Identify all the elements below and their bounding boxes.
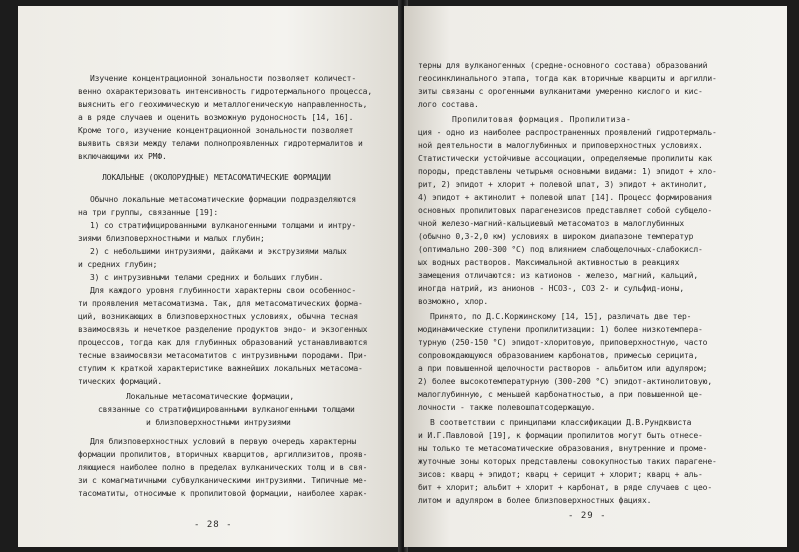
text-line: зисов: кварц + эпидот; кварц + серицит + хлорит; кварц + аль- (418, 470, 703, 479)
text-line: Для каждого уровня глубинности характерны свои особеннос- (90, 286, 356, 295)
text-line: модинамические ступени пропилитизации: 1) более низкотемпера- (418, 325, 703, 334)
text-line: Принято, по Д.С.Коржинскому [14, 15], различать две тер- (430, 312, 692, 321)
text-line: а при повышенной щелочности растворов - альбитом или адуляром; (418, 364, 708, 373)
text-line: ны только те метасоматические образования, внутренние и проме- (418, 444, 708, 453)
text-line: лочности - также полевошпатсодержащую. (418, 403, 596, 412)
text-line: геосинклинального этапа, тогда как вторичные кварциты и аргилли- (418, 74, 717, 83)
text-line: малоглубинную, с меньшей карбонатностью, а при повышенной ще- (418, 390, 703, 399)
text-line: венно охарактеризовать интенсивность гидротермального процесса, (78, 87, 372, 96)
text-line: 3) с интрузивными телами средних и больших глубин. (90, 273, 324, 282)
text-line: лого состава. (418, 100, 479, 109)
text-line: (оптимально 200-300 °С) под влиянием слабощелочных-слабокисл- (418, 245, 703, 254)
text-line: чной железо-магний-кальциевый метасоматоз в малоглубинных (418, 219, 684, 228)
text-line: рит, 2) эпидот + хлорит + полевой шпат, 3) эпидот + актинолит, (418, 180, 708, 189)
text-line: выяснить его геохимическую и металлогеническую направленность, (78, 100, 368, 109)
text-line: зи с комагматичными субвулканическими интрузиями. Типичные ме- (78, 476, 368, 485)
text-line: процессов, тогда как для глубинных образований устанавливаются (78, 338, 368, 347)
text-line: литом и адуляром в более близповерхностных фациях. (418, 496, 652, 505)
text-line: тических формаций. (78, 377, 162, 386)
text-line: зиями близповерхностными и малых глубин; (78, 234, 265, 243)
text-line: формации пропилитов, вторичных кварцитов, аргиллизитов, прояв- (78, 450, 368, 459)
right-page (404, 6, 787, 547)
text-line: ти проявления метасоматизма. Так, для метасоматических форма- (78, 299, 363, 308)
text-line: включающими их РМФ. (78, 152, 167, 161)
text-line: В соответствии с принципами классификации Д.В.Рундквиста (430, 418, 692, 427)
text-line: ступим к краткой характеристике важнейших локальных метасома- (78, 364, 363, 373)
text-line: 2) более высокотемпературную (300-200 °С) эпидот-актинолитовую, (418, 377, 712, 386)
text-line: 1) со стратифицированными вулканогенными толщами и интру- (90, 221, 356, 230)
text-line: породы, представлены четырьмя основными видами: 1) эпидот + хло- (418, 167, 717, 176)
text-line: ций, возникающих в близповерхностных условиях, обычна тесная (78, 312, 358, 321)
text-line: Изучение концентрационной зональности позволяет количест- (90, 74, 356, 83)
text-line: а в ряде случаев и оценить возможную рудоносность [14, 16]. (78, 113, 354, 122)
text-line: и И.Г.Павловой [19], к формации пропилитов могут быть отнесе- (418, 431, 703, 440)
text-line: возможно, хлор. (418, 297, 488, 306)
text-line: турную (250-150 °С) эпидот-хлоритовую, приповерхностную, часто (418, 338, 708, 347)
text-line: тасоматиты, относимые к пропилитовой формации, наиболее харак- (78, 489, 368, 498)
text-line: взаимосвязь и нечеткое разделение продуктов эндо- и экзогенных (78, 325, 368, 334)
text-line: сопровождающуюся образованием карбонатов, примесью серицита, (418, 351, 698, 360)
text-line: (обычно 0,3-2,0 км) условиях в широком диапазоне температур (418, 232, 694, 241)
subsection-heading: связанные со стратифицированными вулканогенными толщами (98, 405, 355, 414)
section-heading: Пропилитовая формация. Пропилитиза- (452, 115, 632, 124)
text-line: ляющиеся наиболее полно в пределах вулканических толщ и в свя- (78, 463, 368, 472)
text-line: зиты связаны с орогенными вулканитами умеренно кислого и кис- (418, 87, 703, 96)
text-line: 4) эпидот + актинолит + полевой шпат [14]. Процесс формирования (418, 193, 712, 202)
text-line: Для близповерхностных условий в первую очередь характерны (90, 437, 356, 446)
text-line: Обычно локальные метасоматические формации подразделяются (90, 195, 356, 204)
text-line: ной деятельности в малоглубинных и приповерхностных условиях. (418, 141, 703, 150)
section-heading: ЛОКАЛЬНЫЕ (ОКОЛОРУДНЫЕ) МЕТАСОМАТИЧЕСКИЕ ФОРМАЦИИ (102, 173, 331, 182)
page-number: - 29 - (568, 511, 607, 521)
text-line: на три группы, связанные [19]: (78, 208, 218, 217)
text-line: иногда натрий, из анионов - HCO3-, CO3 2- и сульфид-ионы, (418, 284, 684, 293)
text-line: выявить связи между телами полнопроявленных гидротермалитов и (78, 139, 363, 148)
text-line: терны для вулканогенных (средне-основного состава) образований (418, 61, 708, 70)
text-line: жуточные зоны которых представлены совокупностью таких парагене- (418, 457, 717, 466)
text-line: и средних глубин; (78, 260, 158, 269)
left-page (18, 6, 402, 547)
text-line: ых водных растворов. Максимальной активностью в реакциях (418, 258, 680, 267)
subsection-heading: Локальные метасоматические формации, (126, 392, 294, 401)
page-number: - 28 - (194, 520, 233, 530)
text-line: тесные взаимосвязи метасоматитов с интрузивными породами. При- (78, 351, 368, 360)
text-line: основных пропилитовых парагенезисов представляет собой субщело- (418, 206, 712, 215)
text-line: бит + хлорит; альбит + хлорит + карбонат, в ряде случаев с цео- (418, 483, 712, 492)
text-line: ция - одно из наиболее распространенных проявлений гидротермаль- (418, 128, 717, 137)
text-line: Кроме того, изучение концентрационной зональности позволяет (78, 126, 354, 135)
text-line: 2) с небольшими интрузиями, дайками и экструзиями малых (90, 247, 347, 256)
text-line: Статистически устойчивые ассоциации, определяемые пропилиты как (418, 154, 712, 163)
text-line: замещения отличаются: из катионов - железо, магний, кальций, (418, 271, 698, 280)
subsection-heading: и близповерхностными интрузиями (146, 418, 291, 427)
